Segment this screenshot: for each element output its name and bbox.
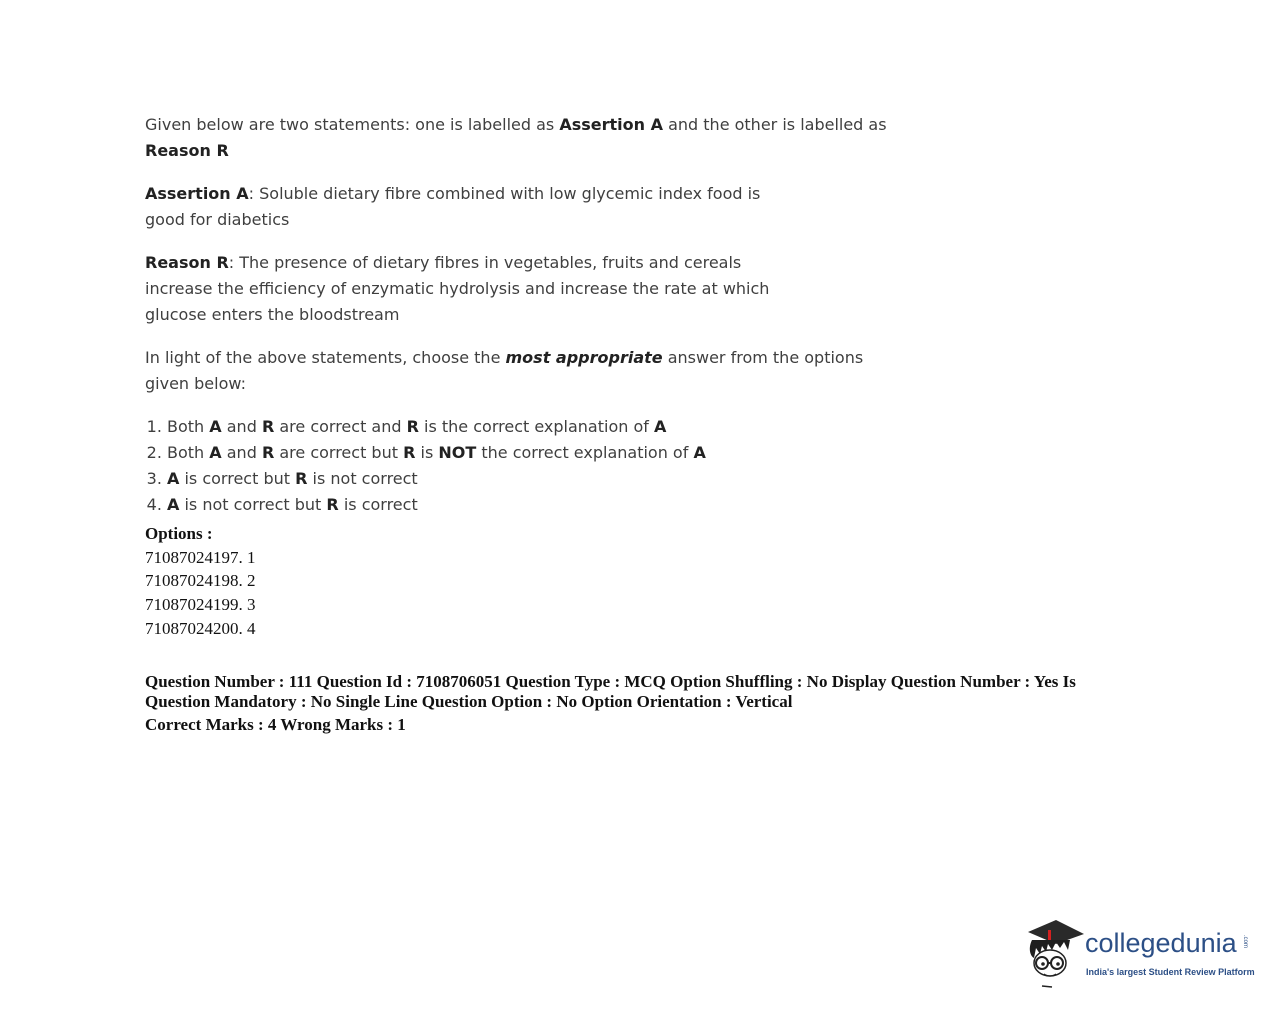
option-item: 71087024198. 2 xyxy=(145,571,256,591)
intro-reason-label: Reason R xyxy=(145,141,229,160)
choice-text: is xyxy=(415,443,439,462)
choice-keyword: A xyxy=(693,443,706,462)
choice-keyword: A xyxy=(167,495,180,514)
option-item: 71087024200. 4 xyxy=(145,618,256,638)
choice-keyword: A xyxy=(653,417,667,436)
answer-choice xyxy=(167,414,905,440)
answer-choice xyxy=(167,492,905,518)
answer-choice xyxy=(167,440,905,466)
collegedunia-logo xyxy=(1022,918,1262,988)
assertion-text: : Soluble dietary fibre combined with low glycemic index food is good for diabetics xyxy=(145,184,761,229)
question-text-block xyxy=(145,112,905,518)
metadata-line: Question Number : 111 Question Id : 7108706051 Question Type : MCQ Option Shuffling : No Display Question Number : Yes Is xyxy=(145,672,1076,691)
assertion-label: Assertion A xyxy=(145,184,249,203)
metadata-line: Question Mandatory : No Single Line Question Option : No Option Orientation : Vertical xyxy=(145,691,793,711)
answer-choice xyxy=(167,466,905,492)
instruction xyxy=(145,345,875,397)
answer-choice-list xyxy=(145,414,905,518)
intro-text: Given below are two statements: one is labelled as xyxy=(145,115,560,134)
choice-text: is the correct explanation of xyxy=(418,417,654,436)
choice-text: the correct explanation of xyxy=(476,443,694,462)
instruction-emphasis: most appropriate xyxy=(505,348,663,367)
question-metadata xyxy=(145,672,1135,735)
choice-text: is correct but xyxy=(179,469,296,488)
choice-text: are correct but xyxy=(274,443,404,462)
choice-keyword: NOT xyxy=(438,443,477,462)
choice-keyword: R xyxy=(326,495,339,514)
choice-keyword: R xyxy=(261,443,275,462)
choice-text: is not correct xyxy=(307,469,418,488)
intro-text-middle: and the other is labelled as xyxy=(663,115,887,134)
choice-text: Both xyxy=(167,417,210,436)
intro-assertion-label: Assertion A xyxy=(559,115,663,134)
choice-text: Both xyxy=(167,443,210,462)
choice-keyword: A xyxy=(167,469,180,488)
choice-keyword: A xyxy=(209,443,222,462)
marks-line: Correct Marks : 4 Wrong Marks : 1 xyxy=(145,715,406,734)
choice-keyword: R xyxy=(295,469,308,488)
question-intro xyxy=(145,112,905,164)
instruction-text-after: answer from the options given below: xyxy=(145,348,864,393)
reason-text: : The presence of dietary fibres in vegetables, fruits and cereals increase the efficiency of enzymatic hydrolysis and increase the rate at which glucose enters the bloodstream xyxy=(145,253,770,324)
brand-tagline: India's largest Student Review Platform xyxy=(1086,967,1255,977)
instruction-text: In light of the above statements, choose the xyxy=(145,348,506,367)
brand-dotcom: .com xyxy=(1242,935,1248,949)
mascot-icon xyxy=(1022,918,1084,990)
option-item: 71087024199. 3 xyxy=(145,595,256,615)
reason-statement xyxy=(145,250,805,328)
options-heading: Options : xyxy=(145,524,213,543)
choice-text: and xyxy=(221,417,262,436)
choice-keyword: R xyxy=(403,443,416,462)
choice-text: and xyxy=(221,443,262,462)
assertion-statement xyxy=(145,181,805,233)
choice-text: is correct xyxy=(338,495,418,514)
reason-label: Reason R xyxy=(145,253,229,272)
option-item: 71087024197. 1 xyxy=(145,547,256,567)
choice-text: are correct and xyxy=(274,417,407,436)
choice-keyword: A xyxy=(209,417,222,436)
choice-text: is not correct but xyxy=(179,495,327,514)
choice-keyword: R xyxy=(261,417,275,436)
choice-keyword: R xyxy=(406,417,419,436)
brand-name: collegedunia xyxy=(1085,928,1237,958)
options-block xyxy=(145,522,256,641)
